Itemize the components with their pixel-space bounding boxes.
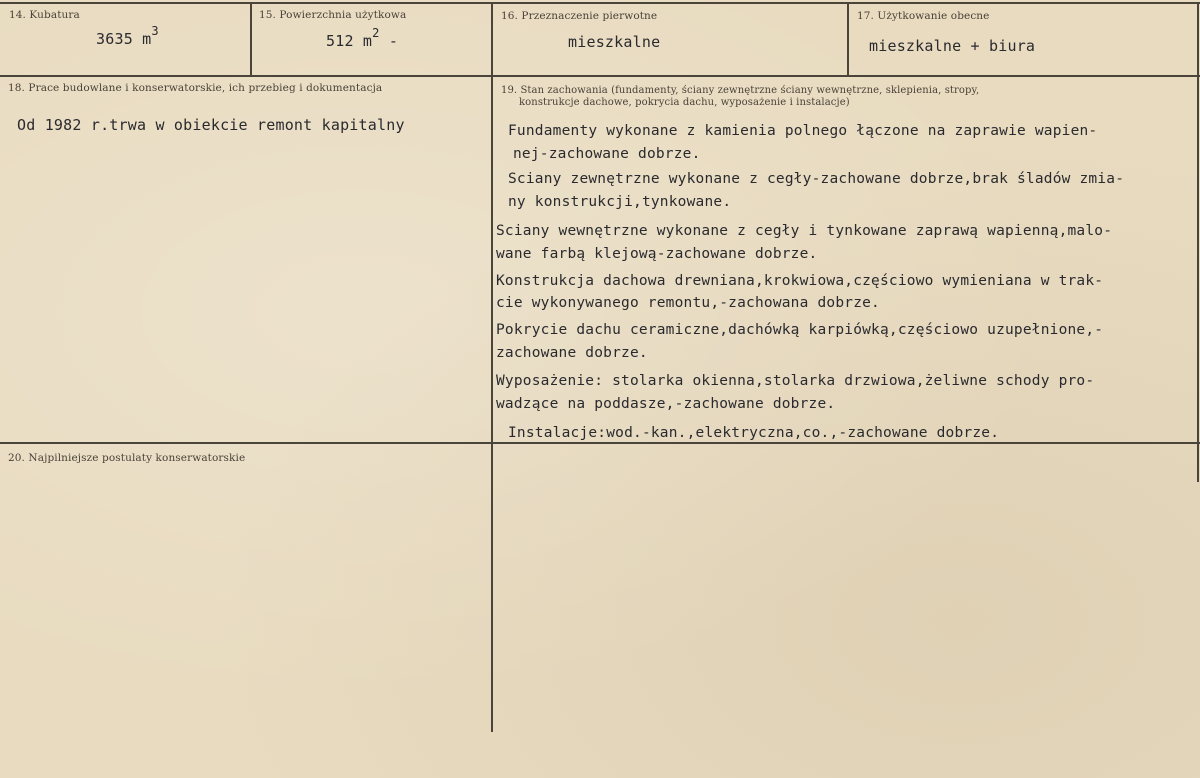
col-divider-b xyxy=(491,2,493,732)
col-divider-c xyxy=(847,2,849,76)
stan-line: wadzące na poddasze,-zachowane dobrze. xyxy=(496,396,836,412)
stan-line: Instalacje:wod.-kan.,elektryczna,co.,-zachowane dobrze. xyxy=(508,425,1000,441)
stan-line: Pokrycie dachu ceramiczne,dachówką karpiówką,częściowo uzupełnione,- xyxy=(496,322,1104,338)
stan-line: Konstrukcja dachowa drewniana,krokwiowa,częściowo wymieniana w trak- xyxy=(496,273,1104,289)
stan-line: Sciany wewnętrzne wykonane z cegły i tynkowane zaprawą wapienną,malo- xyxy=(496,223,1113,239)
powierzchnia-unit-exponent: 2 xyxy=(372,26,380,40)
stan-line: nej-zachowane dobrze. xyxy=(513,146,701,162)
kubatura-label: 14. Kubatura xyxy=(9,9,80,21)
stan-line: Wyposażenie: stolarka okienna,stolarka drzwiowa,żeliwne schody pro- xyxy=(496,373,1095,389)
powierzchnia-trail: - xyxy=(379,32,399,50)
stan-line: cie wykonywanego remontu,-zachowana dobrze. xyxy=(496,295,880,311)
postulaty-label: 20. Najpilniejsze postulaty konserwatorskie xyxy=(8,452,246,464)
prace-budowlane-value: Od 1982 r.trwa w obiekcie remont kapitalny xyxy=(17,116,405,134)
powierzchnia-number: 512 m xyxy=(326,32,373,50)
przeznaczenie-label: 16. Przeznaczenie pierwotne xyxy=(501,10,658,22)
stan-zachowania-label-line2: konstrukcje dachowe, pokrycia dachu, wyposażenie i instalacje) xyxy=(519,97,850,108)
kubatura-value xyxy=(96,24,159,48)
stan-zachowania-label-line1: 19. Stan zachowania (fundamenty, ściany zewnętrzne ściany wewnętrzne, sklepienia, stropy, xyxy=(501,85,980,96)
powierzchnia-label: 15. Powierzchnia użytkowa xyxy=(259,9,407,21)
right-border-line xyxy=(1197,2,1199,482)
uzytkowanie-value: mieszkalne + biura xyxy=(869,37,1036,55)
kubatura-unit-exponent: 3 xyxy=(151,24,159,38)
przeznaczenie-value: mieszkalne xyxy=(568,33,661,51)
top-border-line xyxy=(0,2,1200,4)
stan-line: Sciany zewnętrzne wykonane z cegły-zachowane dobrze,brak śladów zmia- xyxy=(508,171,1125,187)
col-divider-a xyxy=(250,2,252,76)
prace-budowlane-label: 18. Prace budowlane i konserwatorskie, ich przebieg i dokumentacja xyxy=(8,82,383,94)
kubatura-number: 3635 m xyxy=(96,30,152,48)
row-divider-2 xyxy=(0,442,1200,444)
powierzchnia-value xyxy=(326,26,399,50)
stan-line: Fundamenty wykonane z kamienia polnego łączone na zaprawie wapien- xyxy=(508,123,1098,139)
stan-line: ny konstrukcji,tynkowane. xyxy=(508,194,732,210)
row-divider-1 xyxy=(0,75,1200,77)
stan-line: zachowane dobrze. xyxy=(496,345,648,361)
stan-line: wane farbą klejową-zachowane dobrze. xyxy=(496,246,818,262)
uzytkowanie-label: 17. Użytkowanie obecne xyxy=(857,10,990,22)
